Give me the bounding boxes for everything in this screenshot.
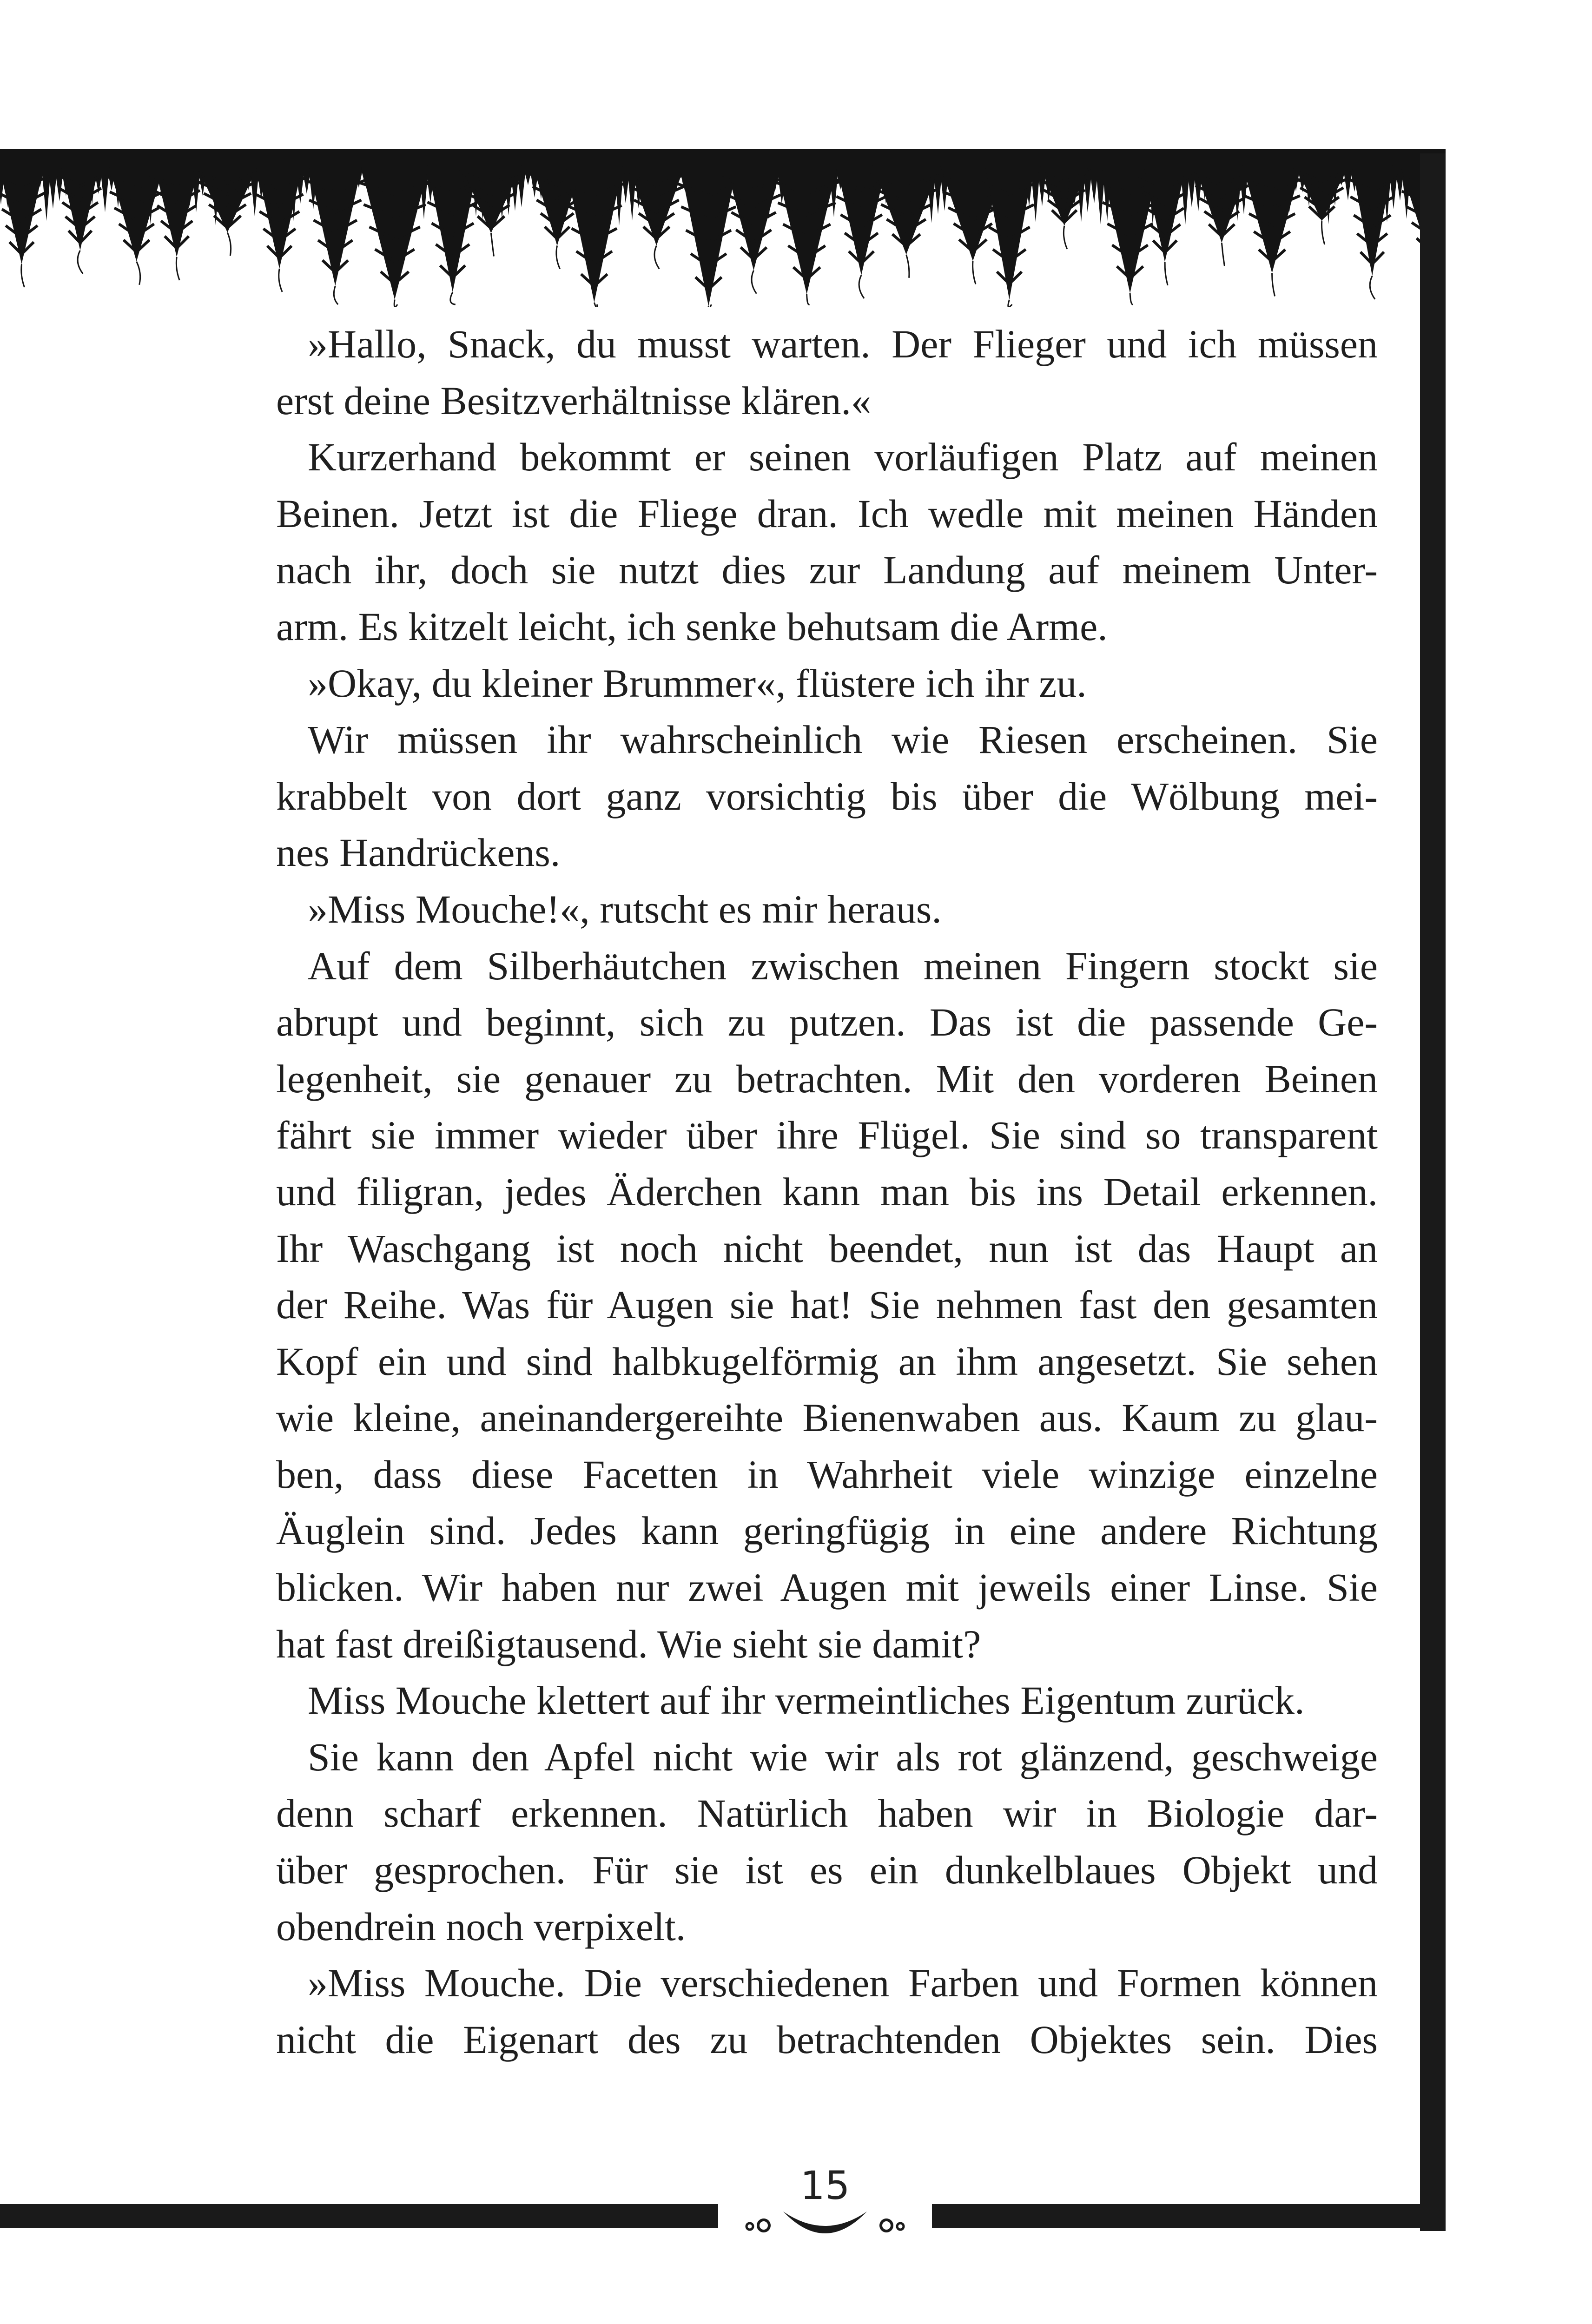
page-number: 15	[800, 2163, 850, 2208]
text-line: Beinen. Jetzt ist die Fliege dran. Ich wedle mit meinen Händen	[276, 491, 1378, 536]
text-line: fährt sie immer wieder über ihre Flügel. Sie sind so transparent	[276, 1113, 1378, 1158]
text-line: krabbelt von dort ganz vorsichtig bis über die Wölbung mei-	[276, 773, 1378, 819]
text-line: abrupt und beginnt, sich zu putzen. Das ist die passende Ge-	[276, 1000, 1378, 1045]
forest-silhouette-border	[0, 149, 1446, 307]
text-line: der Reihe. Was für Augen sie hat! Sie nehmen fast den gesamten	[276, 1282, 1378, 1327]
text-line: »Okay, du kleiner Brummer«, flüstere ich ihr zu.	[308, 660, 1087, 706]
text-line: »Hallo, Snack, du musst warten. Der Flieger und ich müssen	[308, 322, 1378, 366]
text-line: wie kleine, aneinandergereihte Bienenwaben aus. Kaum zu glau-	[276, 1395, 1378, 1440]
text-line: Miss Mouche klettert auf ihr vermeintliches Eigentum zurück.	[308, 1678, 1305, 1723]
text-line: nicht die Eigenart des zu betrachtenden Objektes sein. Dies	[276, 2017, 1378, 2062]
frame-bottom-right-bar	[932, 2204, 1446, 2228]
text-line: Auf dem Silberhäutchen zwischen meinen Fingern stockt sie	[308, 943, 1378, 988]
text-line: Äuglein sind. Jedes kann geringfügig in eine andere Richtung	[276, 1508, 1378, 1553]
text-line: »Miss Mouche!«, rutscht es mir heraus.	[308, 886, 942, 931]
text-line: blicken. Wir haben nur zwei Augen mit jeweils einer Linse. Sie	[276, 1565, 1378, 1610]
text-line: und filigran, jedes Äderchen kann man bis ins Detail erkennen.	[276, 1169, 1378, 1214]
text-line: erst deine Besitzverhältnisse klären.«	[276, 378, 872, 423]
text-line: nach ihr, doch sie nutzt dies zur Landung auf meinem Unter-	[276, 548, 1378, 593]
moon-ornament-icon	[727, 2203, 923, 2254]
text-line: ben, dass diese Facetten in Wahrheit viele winzige einzelne	[276, 1452, 1378, 1497]
text-line: Wir müssen ihr wahrscheinlich wie Riesen erscheinen. Sie	[308, 717, 1378, 762]
frame-bottom-left-bar	[0, 2204, 718, 2228]
text-line: arm. Es kitzelt leicht, ich senke behutsam die Arme.	[276, 604, 1108, 649]
text-line: obendrein noch verpixelt.	[276, 1904, 686, 1949]
text-line: denn scharf erkennen. Natürlich haben wir in Biologie dar-	[276, 1791, 1378, 1836]
body-text	[276, 316, 1378, 2068]
text-line: nes Handrückens.	[276, 830, 561, 875]
text-line: Sie kann den Apfel nicht wie wir als rot glänzend, geschweige	[308, 1734, 1378, 1779]
text-line: »Miss Mouche. Die verschiedenen Farben und Formen können	[308, 1961, 1378, 2006]
text-line: Kopf ein und sind halbkugelförmig an ihm angesetzt. Sie sehen	[276, 1339, 1378, 1384]
text-line: hat fast dreißigtausend. Wie sieht sie damit?	[276, 1621, 981, 1666]
text-line: über gesprochen. Für sie ist es ein dunkelblaues Objekt und	[276, 1848, 1378, 1893]
text-line: Ihr Waschgang ist noch nicht beendet, nun ist das Haupt an	[276, 1226, 1378, 1271]
frame-right-bar	[1420, 153, 1446, 2231]
text-line: Kurzerhand bekommt er seinen vorläufigen Platz auf meinen	[308, 435, 1378, 480]
text-line: legenheit, sie genauer zu betrachten. Mit den vorderen Beinen	[276, 1056, 1378, 1101]
